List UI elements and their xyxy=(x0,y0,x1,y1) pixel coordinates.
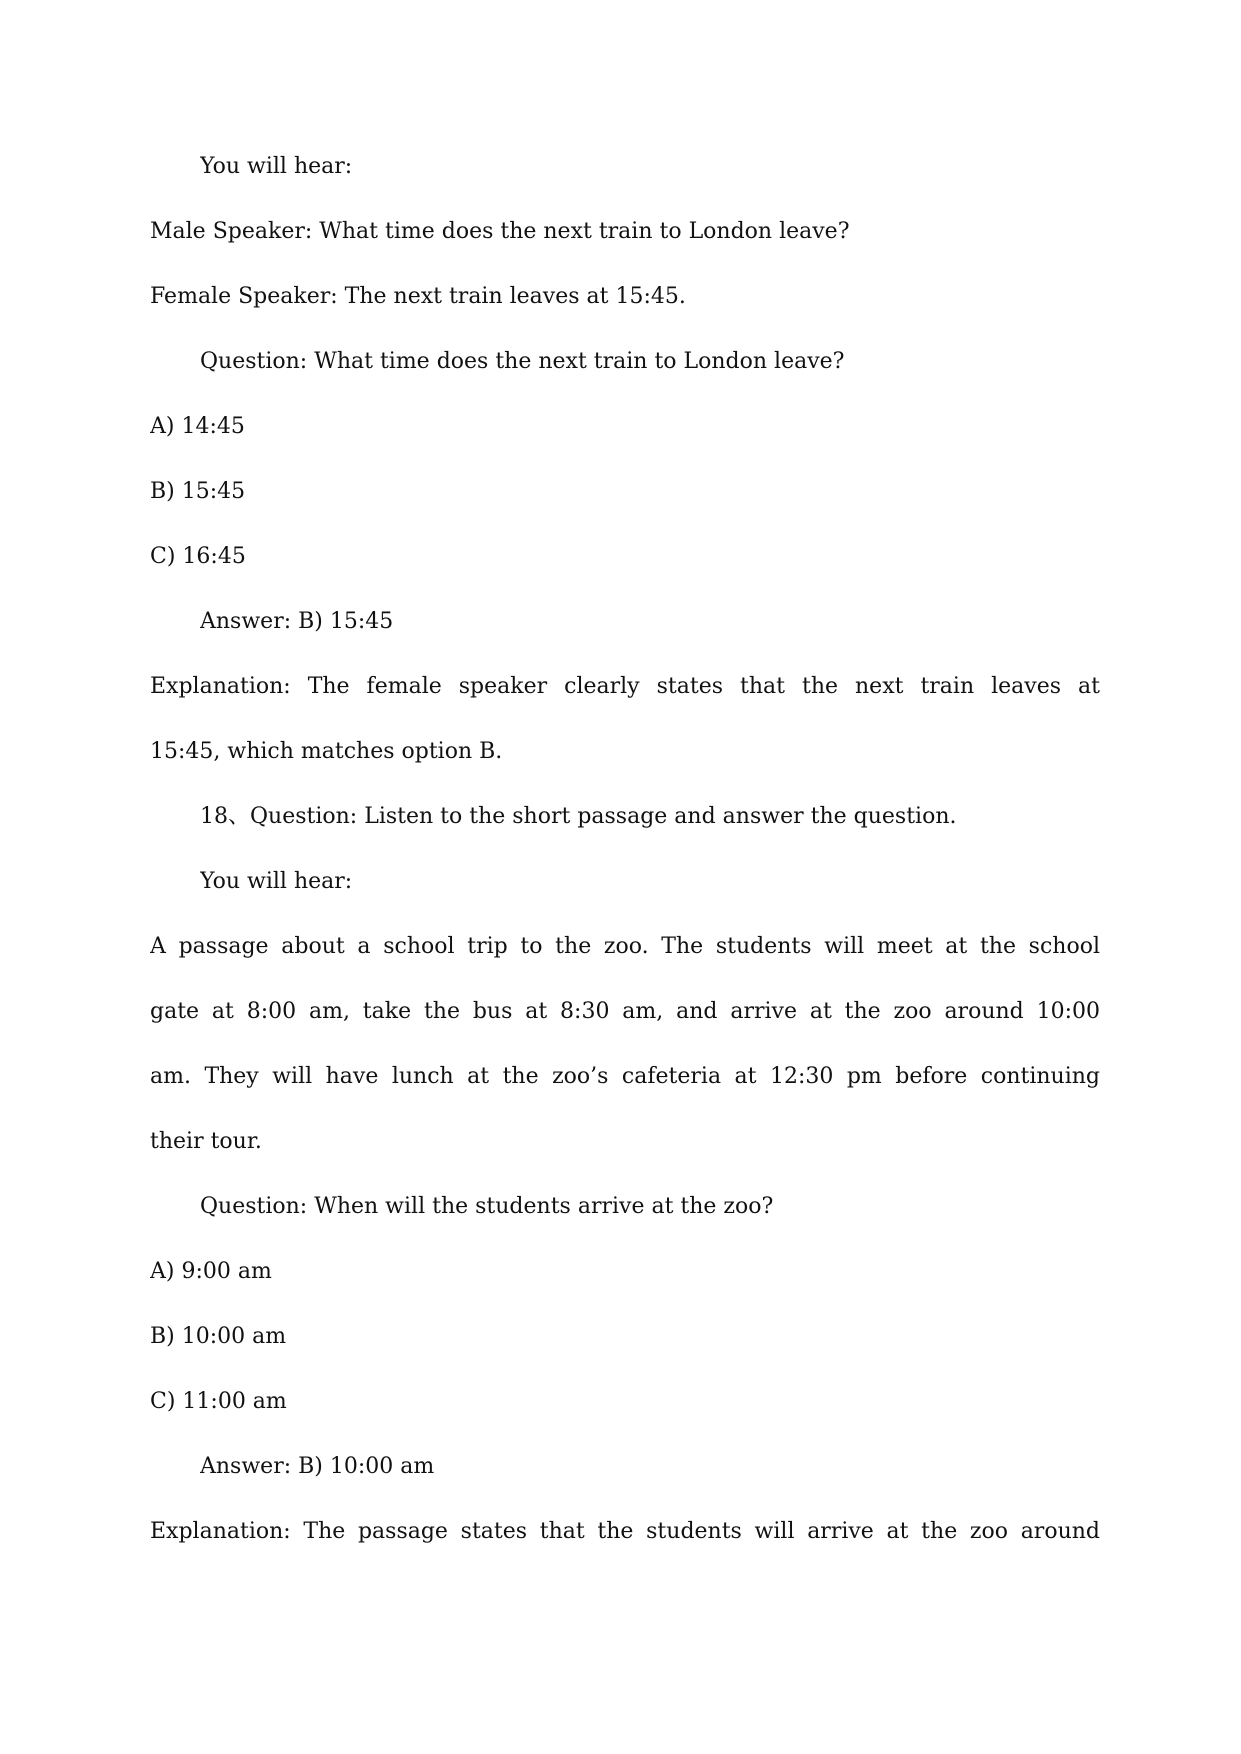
passage-line: am. They will have lunch at the zoo’s cafeteria at 12:30 pm before continuing xyxy=(150,1064,1100,1089)
passage-line: A passage about a school trip to the zoo. The students will meet at the school xyxy=(150,934,1100,959)
option-b: B) 15:45 xyxy=(150,479,246,504)
option-c: C) 11:00 am xyxy=(150,1389,287,1414)
male-speaker-line: Male Speaker: What time does the next train to London leave? xyxy=(150,219,850,244)
female-speaker-line: Female Speaker: The next train leaves at 15:45. xyxy=(150,284,686,309)
option-c: C) 16:45 xyxy=(150,544,246,569)
option-a: A) 9:00 am xyxy=(150,1259,272,1284)
question-heading: 18、Question: Listen to the short passage and answer the question. xyxy=(200,804,957,829)
answer-text: Answer: B) 15:45 xyxy=(200,609,394,634)
option-a: A) 14:45 xyxy=(150,414,245,439)
passage-line: their tour. xyxy=(150,1129,262,1154)
explanation-line: Explanation: The passage states that the students will arrive at the zoo around xyxy=(150,1519,1100,1544)
passage-line: gate at 8:00 am, take the bus at 8:30 am, and arrive at the zoo around 10:00 xyxy=(150,999,1100,1024)
question-text: Question: When will the students arrive at the zoo? xyxy=(200,1194,774,1219)
option-b: B) 10:00 am xyxy=(150,1324,287,1349)
you-will-hear-label: You will hear: xyxy=(200,154,353,179)
explanation-line: 15:45, which matches option B. xyxy=(150,739,503,764)
answer-text: Answer: B) 10:00 am xyxy=(200,1454,435,1479)
question-text: Question: What time does the next train to London leave? xyxy=(200,349,845,374)
explanation-line: Explanation: The female speaker clearly states that the next train leaves at xyxy=(150,674,1100,699)
you-will-hear-label: You will hear: xyxy=(200,869,353,894)
